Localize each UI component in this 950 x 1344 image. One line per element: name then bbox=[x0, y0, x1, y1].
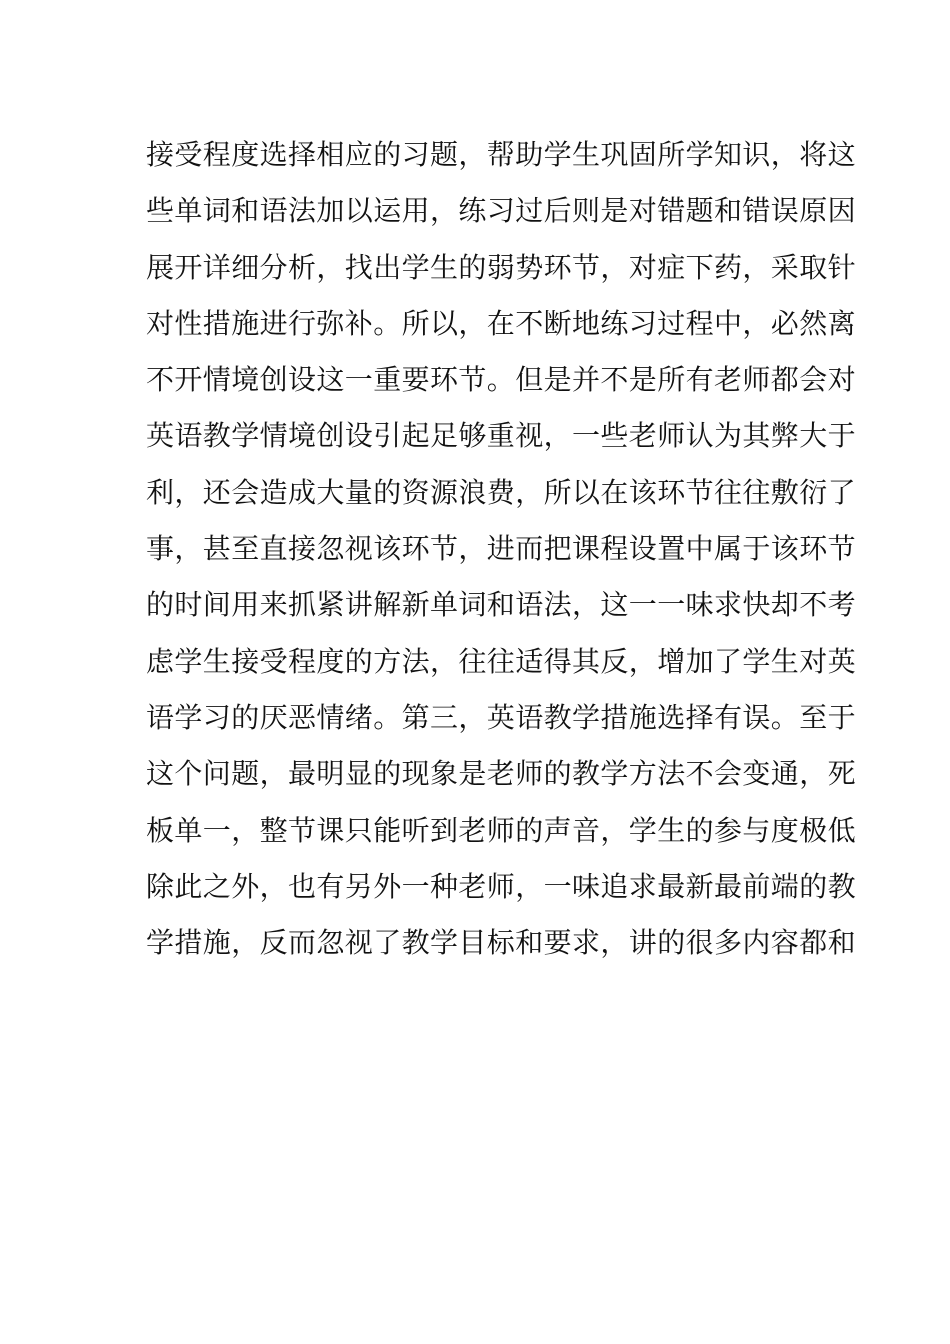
text-line: 些单词和语法加以运用，练习过后则是对错题和错误原因 bbox=[146, 194, 857, 228]
text-line: 虑学生接受程度的方法，往往适得其反，增加了学生对英 bbox=[146, 644, 857, 678]
text-line: 板单一，整节课只能听到老师的声音，学生的参与度极低 bbox=[146, 813, 857, 847]
body-text bbox=[146, 127, 857, 971]
text-line: 利，还会造成大量的资源浪费，所以在该环节往往敷衍了 bbox=[146, 475, 857, 509]
text-line: 除此之外，也有另外一种老师，一味追求最新最前端的教 bbox=[146, 869, 857, 903]
text-line: 英语教学情境创设引起足够重视，一些老师认为其弊大于 bbox=[146, 419, 857, 453]
text-line: 事，甚至直接忽视该环节，进而把课程设置中属于该环节 bbox=[146, 532, 857, 566]
text-line: 接受程度选择相应的习题，帮助学生巩固所学知识，将这 bbox=[146, 138, 857, 171]
text-line: 这个问题，最明显的现象是老师的教学方法不会变通，死 bbox=[146, 757, 857, 791]
text-line: 的时间用来抓紧讲解新单词和语法，这一一味求快却不考 bbox=[146, 588, 857, 622]
text-line: 语学习的厌恶情绪。第三，英语教学措施选择有误。至于 bbox=[146, 700, 857, 734]
text-line: 学措施，反而忽视了教学目标和要求，讲的很多内容都和 bbox=[146, 926, 857, 960]
text-line: 不开情境创设这一重要环节。但是并不是所有老师都会对 bbox=[146, 363, 857, 397]
text-line: 展开详细分析，找出学生的弱势环节，对症下药，采取针 bbox=[146, 250, 857, 284]
text-line: 对性措施进行弥补。所以，在不断地练习过程中，必然离 bbox=[146, 306, 857, 340]
